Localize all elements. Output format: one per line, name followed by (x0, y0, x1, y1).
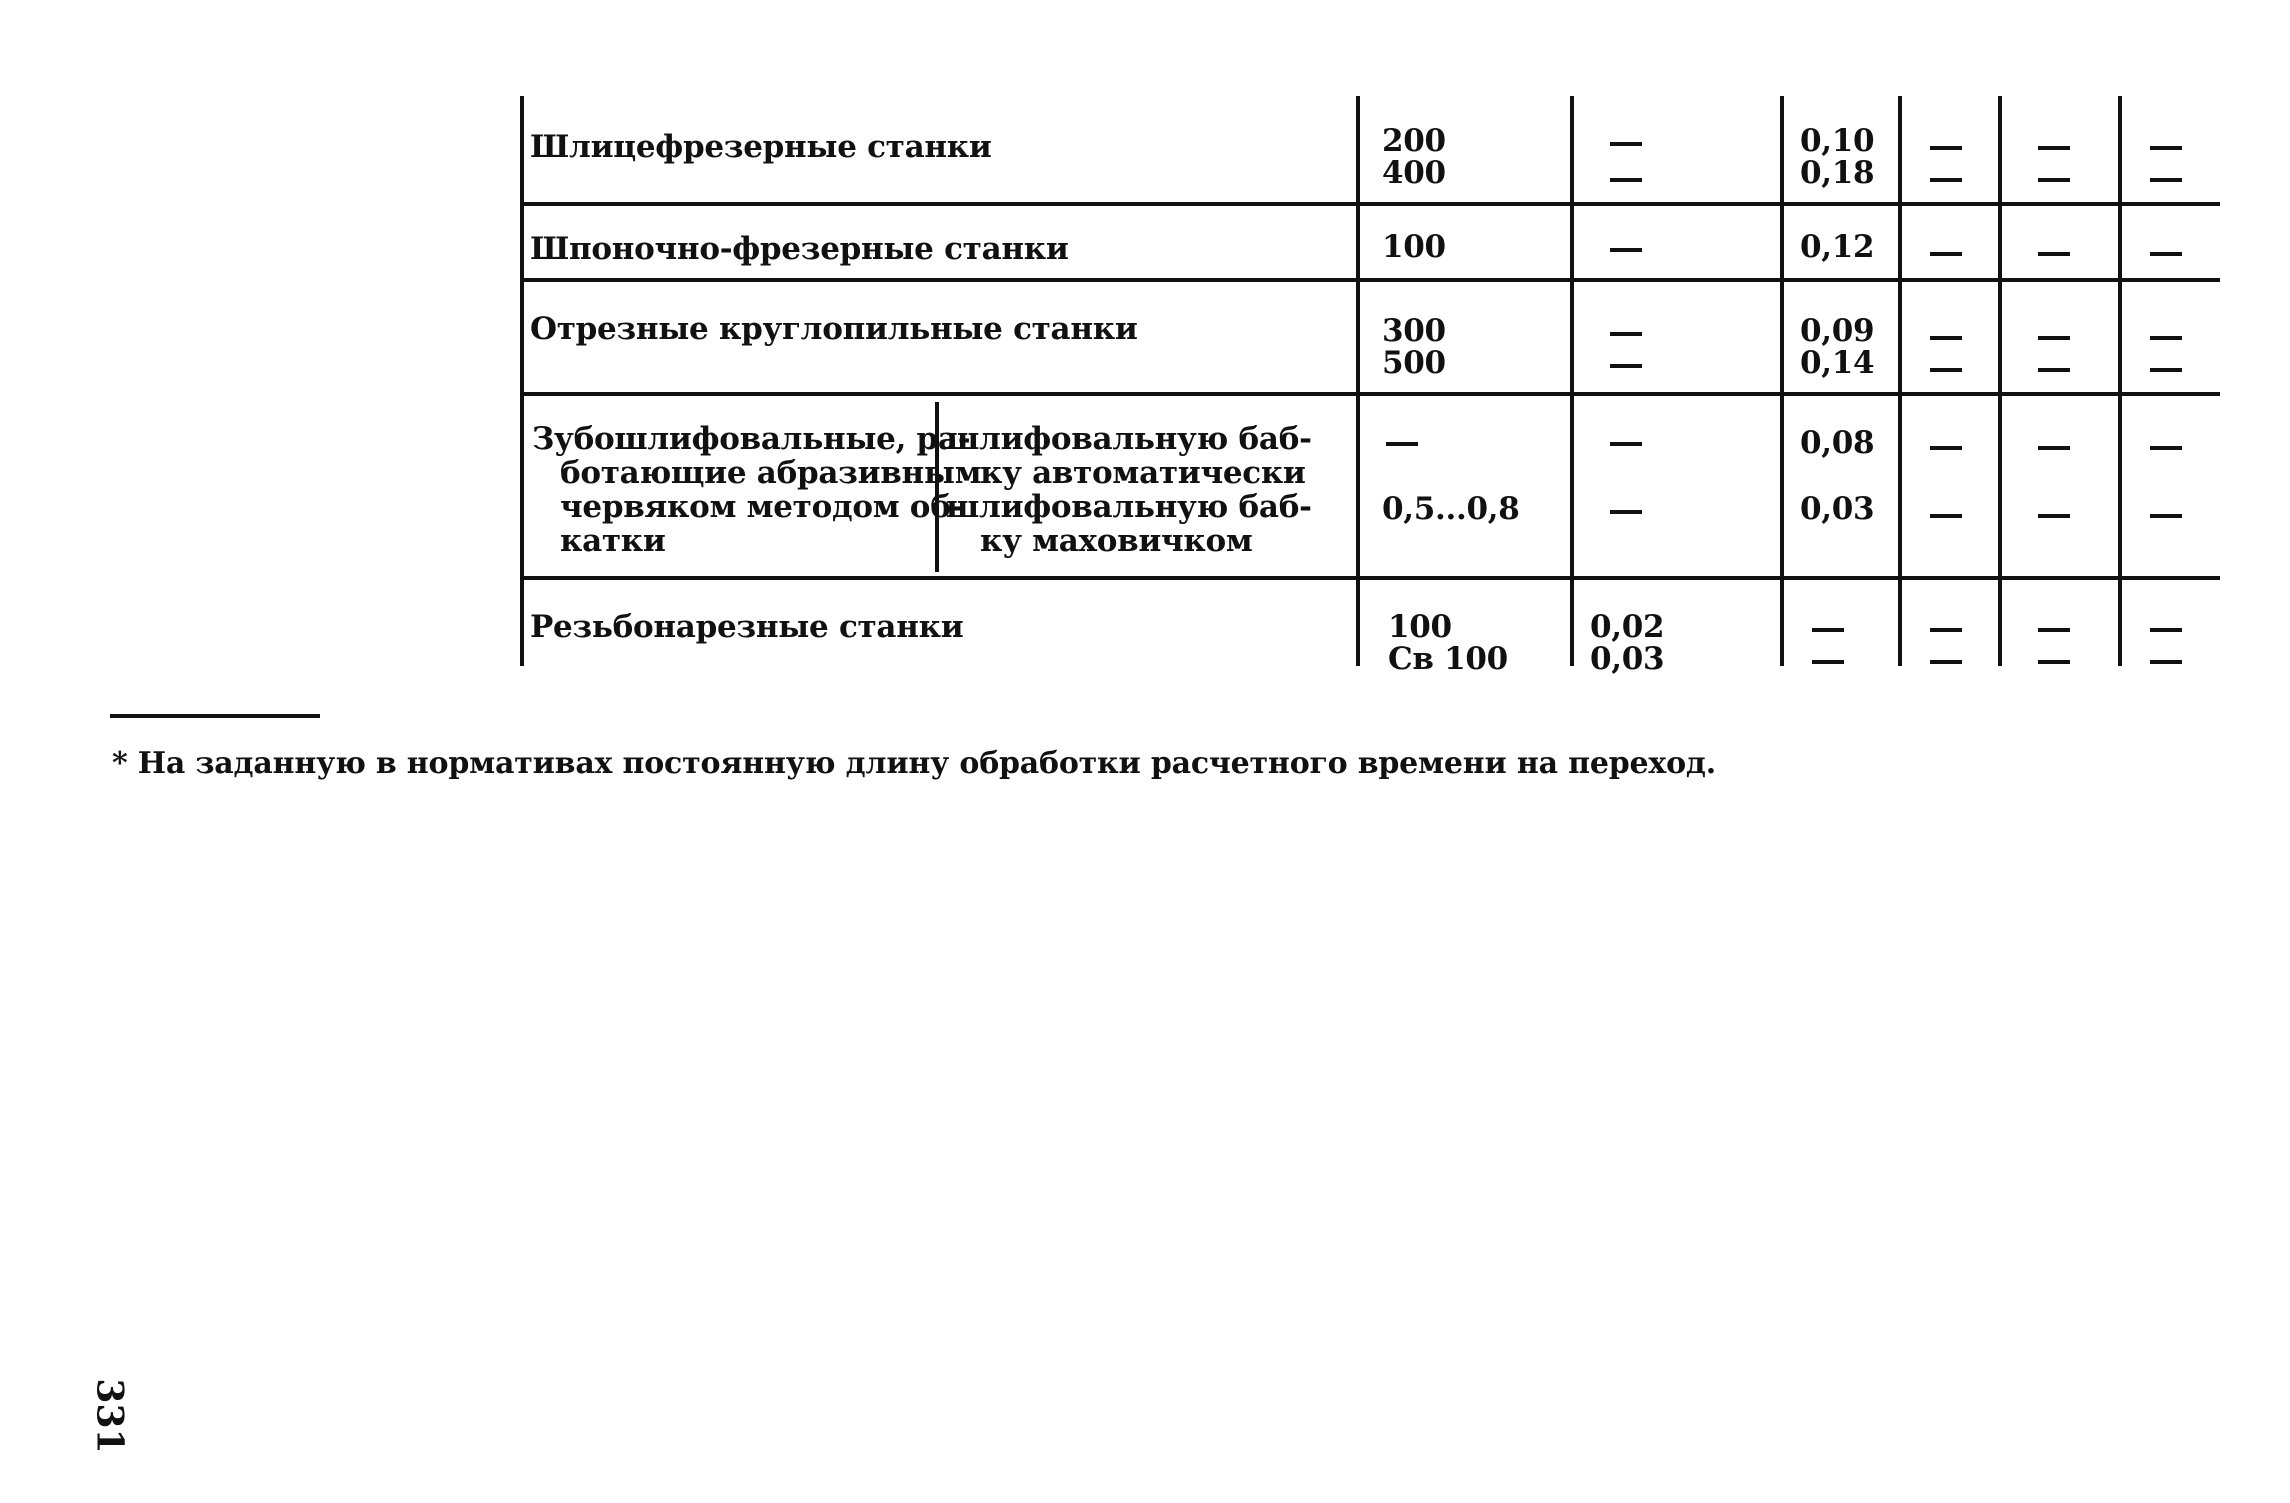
row-1-col5-dash-1 (2038, 146, 2070, 150)
row-3-col5-dash-2 (2038, 368, 2070, 372)
row-4-col2-dash-2 (1610, 510, 1642, 514)
row-3-col2-dash-2 (1610, 364, 1642, 368)
row-4-col4-dash-2 (1930, 514, 1962, 518)
row-5-col6-dash-2 (2150, 660, 2182, 664)
row-4-col5-dash-1 (2038, 446, 2070, 450)
row-1-col4-dash-2 (1930, 178, 1962, 182)
row-3-value-1: 300 (1382, 313, 1446, 349)
row-1-name: Шлицефрезерные станки (530, 129, 992, 165)
page-number: 331 (88, 1378, 131, 1454)
row-5-name: Резьбонарезные станки (530, 609, 964, 645)
row-3-col4-dash-2 (1930, 368, 1962, 372)
row-1-col3-value-2: 0,18 (1800, 155, 1875, 191)
row-4-sub-2-line-1: шлифовальную баб- (946, 489, 1312, 525)
col-divider-2 (1570, 96, 1574, 666)
row-3-col2-dash-1 (1610, 332, 1642, 336)
row-4-name-line-4: катки (560, 523, 666, 559)
row-4-col3-value-2: 0,03 (1800, 491, 1875, 527)
row-4-name-line-3: червяком методом об- (560, 489, 964, 525)
row-5-value-2: Св 100 (1388, 641, 1508, 677)
footnote-text: * На заданную в нормативах постоянную длину обработки расчетного времени на переход. (112, 746, 1716, 781)
footnote-separator (110, 714, 320, 718)
row-3-col4-dash-1 (1930, 336, 1962, 340)
row-1-col4-dash-1 (1930, 146, 1962, 150)
table-left-border (520, 96, 524, 666)
row-4-col6-dash-2 (2150, 514, 2182, 518)
row-4-sub-2-line-2: ку маховичком (980, 523, 1253, 559)
row-4-col2-dash-1 (1610, 442, 1642, 446)
row-divider-4 (520, 576, 2220, 580)
row-3-name: Отрезные круглопильные станки (530, 311, 1138, 347)
row-2-col6-dash (2150, 252, 2182, 256)
row-1-col2-dash-2 (1610, 178, 1642, 182)
row-3-value-2: 500 (1382, 345, 1446, 381)
row-4-sub-1-line-2: ку автоматически (980, 455, 1306, 491)
row-1-col5-dash-2 (2038, 178, 2070, 182)
row-5-col4-dash-1 (1930, 628, 1962, 632)
row-2-col4-dash (1930, 252, 1962, 256)
row-4-col6-dash-1 (2150, 446, 2182, 450)
row-5-col4-dash-2 (1930, 660, 1962, 664)
row-3-col6-dash-2 (2150, 368, 2182, 372)
row-1-col2-dash-1 (1610, 142, 1642, 146)
row-4-value-1-dash (1386, 442, 1418, 446)
row-2-value-1: 100 (1382, 229, 1446, 265)
row-divider-2 (520, 278, 2220, 282)
row-1-col6-dash-1 (2150, 146, 2182, 150)
row-5-col5-dash-1 (2038, 628, 2070, 632)
col-divider-6 (2118, 96, 2122, 666)
col-divider-1 (1356, 96, 1360, 666)
row-1-value-1: 200 (1382, 123, 1446, 159)
row-4-sub-1-line-1: шлифовальную баб- (946, 421, 1312, 457)
row-5-col2-value-1: 0,02 (1590, 609, 1665, 645)
row-1-value-2: 400 (1382, 155, 1446, 191)
row-1-col3-value-1: 0,10 (1800, 123, 1875, 159)
row-4-col3-value-1: 0,08 (1800, 425, 1875, 461)
row-2-col2-dash (1610, 248, 1642, 252)
row-4-name-line-2: ботающие абразивным (560, 455, 982, 491)
row-5-value-1: 100 (1388, 609, 1452, 645)
row-4-name-line-1: Зубошлифовальные, ра- (532, 421, 971, 457)
row-5-col3-dash-1 (1812, 628, 1844, 632)
row-divider-1 (520, 202, 2220, 206)
row-divider-3 (520, 392, 2220, 396)
row-3-col3-value-1: 0,09 (1800, 313, 1875, 349)
norms-table (520, 96, 2220, 676)
row-4-col4-dash-1 (1930, 446, 1962, 450)
row-5-col3-dash-2 (1812, 660, 1844, 664)
col-divider-3 (1780, 96, 1784, 666)
row-4-value-2: 0,5...0,8 (1382, 491, 1520, 527)
row-5-col2-value-2: 0,03 (1590, 641, 1665, 677)
row-3-col5-dash-1 (2038, 336, 2070, 340)
row-3-col3-value-2: 0,14 (1800, 345, 1875, 381)
col-divider-4 (1898, 96, 1902, 666)
row-3-col6-dash-1 (2150, 336, 2182, 340)
row-2-col3-value: 0,12 (1800, 229, 1875, 265)
row-2-name: Шпоночно-фрезерные станки (530, 231, 1069, 267)
row-5-col6-dash-1 (2150, 628, 2182, 632)
row-2-col5-dash (2038, 252, 2070, 256)
col-divider-5 (1998, 96, 2002, 666)
row-1-col6-dash-2 (2150, 178, 2182, 182)
row-4-col5-dash-2 (2038, 514, 2070, 518)
row-5-col5-dash-2 (2038, 660, 2070, 664)
